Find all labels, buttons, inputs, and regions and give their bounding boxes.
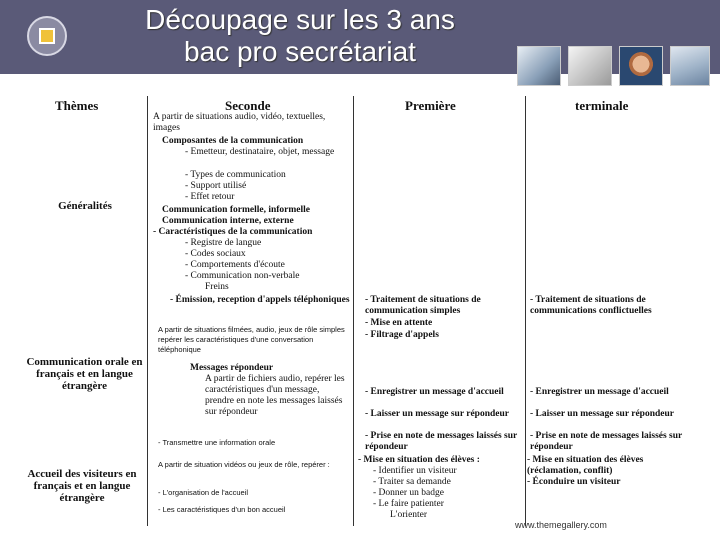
premiere-text: - Enregistrer un message d'accueil: [365, 387, 504, 397]
header-themes: Thèmes: [55, 98, 99, 113]
logo-badge: [27, 16, 67, 56]
header-premiere: Première: [405, 98, 456, 113]
seconde-text: - Comportements d'écoute: [185, 260, 285, 270]
premiere-text: - Donner un badge: [373, 488, 444, 498]
terminale-text: - Enregistrer un message d'accueil: [530, 387, 669, 397]
seconde-text: - Communication non-verbale: [185, 271, 300, 281]
office-equipment-photo: [517, 46, 561, 86]
documents-photo: [568, 46, 612, 86]
seconde-text: A partir de fichiers audio, repérer les caractéristiques d'un message, prendre en note les messages laissés sur répondeur: [205, 374, 345, 417]
premiere-text: - Identifier un visiteur: [373, 466, 457, 476]
seconde-text: Composantes de la communication: [162, 136, 304, 146]
seconde-text: - Types de communication: [185, 170, 286, 180]
premiere-text: - Traiter sa demande: [373, 477, 451, 487]
square-bullet-icon: [39, 28, 55, 44]
footer-website[interactable]: www.themegallery.com: [515, 520, 607, 530]
slide-title: [95, 4, 505, 68]
seconde-text: A partir de situations audio, vidéo, textuelles, images: [153, 112, 326, 133]
title-line-1: Découpage sur les 3 ans: [145, 4, 455, 35]
terminale-text: - Éconduire un visiteur: [527, 477, 621, 487]
premiere-text: - Traitement de situations de communication simples: [365, 295, 481, 316]
seconde-text: A partir de situations filmées, audio, jeux de rôle simples repérer les caractéristiques d'une conversation téléphonique: [158, 325, 345, 354]
seconde-text: - Emetteur, destinataire, objet, message: [185, 147, 335, 157]
seconde-text: - Les caractéristiques d'un bon accueil: [158, 505, 286, 514]
curriculum-table: [20, 88, 700, 528]
premiere-text: - Mise en situation des élèves :: [358, 455, 480, 465]
seconde-text: A partir de situation vidéos ou jeux de rôle, repérer :: [158, 460, 330, 469]
theme-accueil: Accueil des visiteurs en français et en langue étrangère: [27, 468, 137, 504]
column-divider: [525, 96, 526, 526]
terminale-text: - Prise en note de messages laissés sur répondeur: [530, 431, 683, 452]
column-divider: [147, 96, 148, 526]
papers-photo: [670, 46, 710, 86]
header-terminale: terminale: [575, 98, 629, 113]
seconde-text: - Codes sociaux: [185, 249, 246, 259]
terminale-text: - Traitement de situations de communications conflictuelles: [530, 295, 652, 316]
seconde-text: Messages répondeur: [190, 363, 274, 373]
premiere-text: - Le faire patienter: [373, 499, 444, 509]
seconde-text: - Effet retour: [185, 192, 235, 202]
seconde-text: - Registre de langue: [185, 238, 262, 248]
seconde-text: - L'organisation de l'accueil: [158, 488, 248, 497]
seconde-text: Freins: [205, 282, 229, 292]
premiere-text: - Filtrage d'appels: [365, 330, 439, 340]
terminale-text: - Mise en situation des élèves (réclamation, conflit): [527, 455, 644, 476]
premiere-text: - Laisser un message sur répondeur: [365, 409, 510, 419]
seconde-text: - Support utilisé: [185, 181, 247, 191]
column-divider: [353, 96, 354, 526]
theme-communication: Communication orale en français et en langue étrangère: [26, 356, 143, 392]
businessman-photo: [619, 46, 663, 86]
seconde-text: - Caractéristiques de la communication: [153, 227, 313, 237]
theme-generalites: Généralités: [58, 200, 112, 212]
seconde-text: Communication formelle, informelle: [162, 205, 311, 215]
premiere-text: L'orienter: [390, 510, 428, 520]
terminale-text: - Laisser un message sur répondeur: [530, 409, 675, 419]
title-line-2: bac pro secrétariat: [184, 36, 416, 67]
seconde-text: Communication interne, externe: [162, 216, 294, 226]
premiere-text: - Mise en attente: [365, 318, 433, 328]
seconde-text: - Transmettre une information orale: [158, 438, 276, 447]
premiere-text: - Prise en note de messages laissés sur répondeur: [365, 431, 518, 452]
seconde-text: - Émission, reception d'appels téléphoniques: [170, 295, 350, 305]
header-seconde: Seconde: [225, 98, 271, 113]
